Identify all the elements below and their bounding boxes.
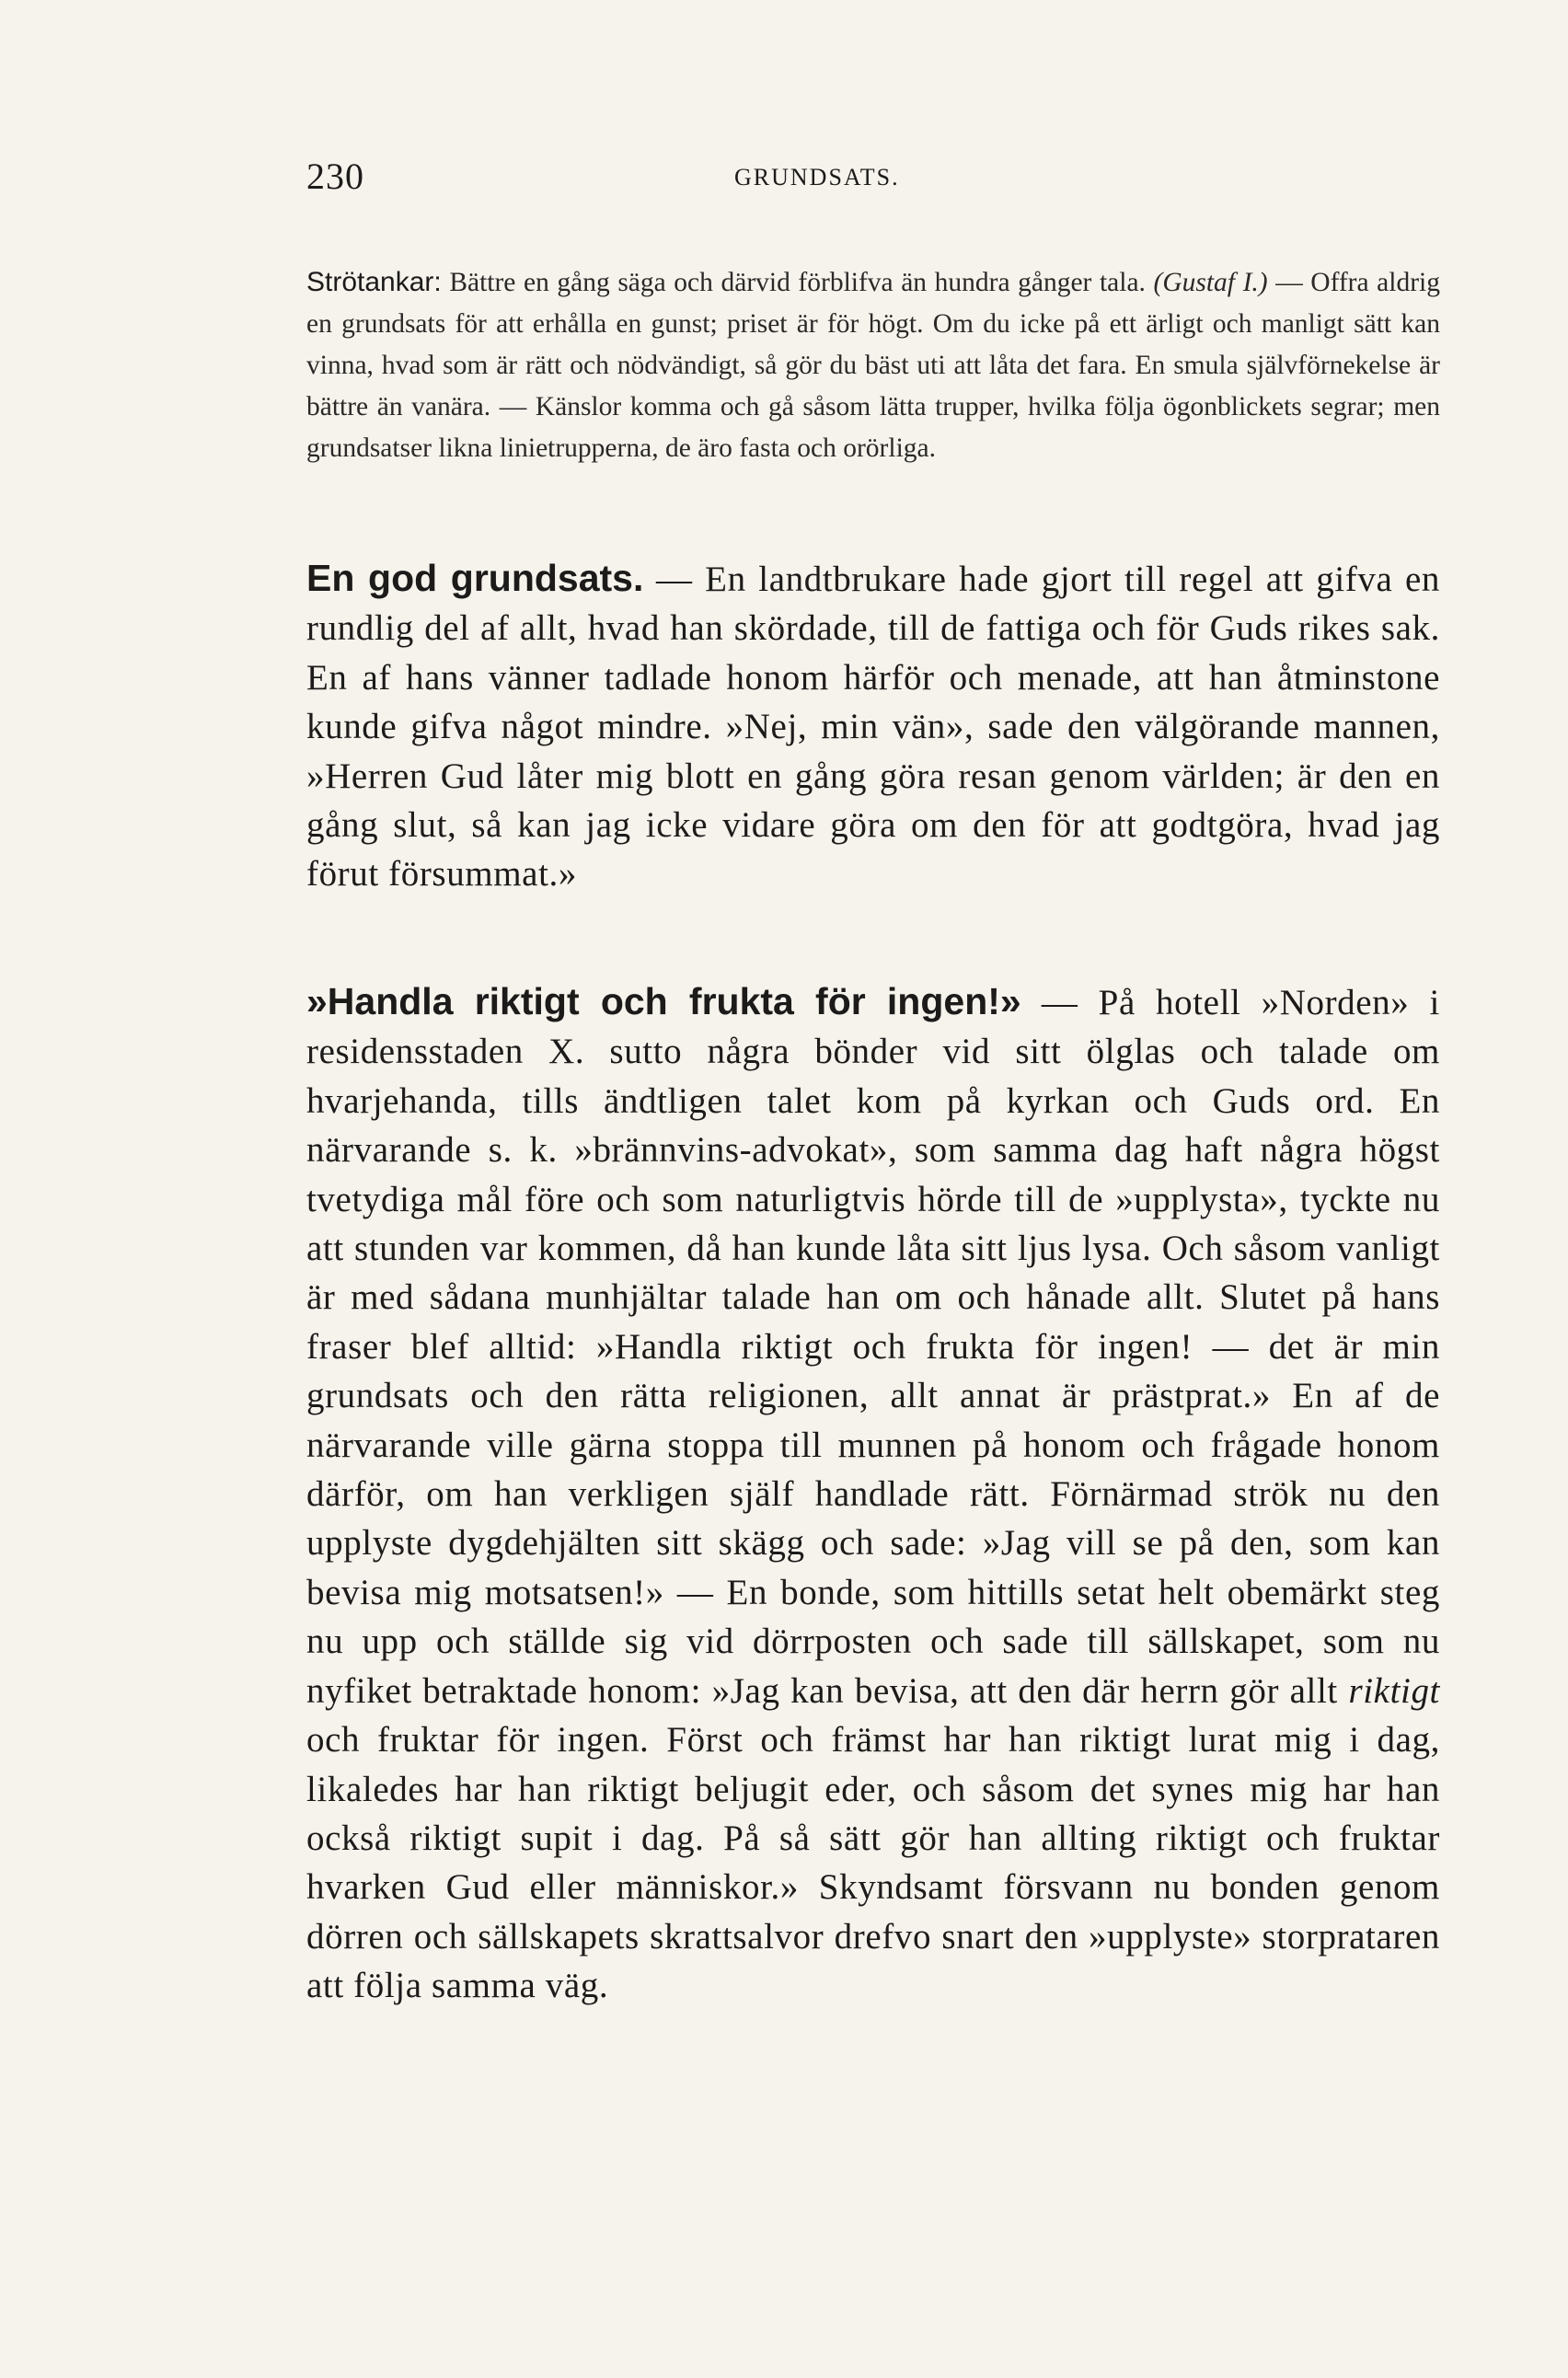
strotankar-text-2: — Offra aldrig en grundsats för att erhålla en gunst; priset är för högt. Om du icke på ett ärligt och manligt sätt kan vinna, hvad som är rätt och nödvändigt, så gör du bäst uti att låta det fara. En smula självförnekelse är bättre än vanära. — Känslor komma och gå såsom lätta trupper, hvilka följa ögonblickets segrar; men grundsatser likna linietrupperna, de äro fasta och orörliga. [306,268,1440,463]
section-2-text-1: — På hotell »Norden» i residensstaden X. sutto några bönder vid sitt ölglas och talade om hvarjehanda, tills ändtligen talet kom på kyrkan och Guds ord. En närvarande s. k. »brännvins-advokat», som samma dag haft några högst tvetydiga mål före och som naturligtvis hörde till de »upplysta», tyckte nu att stunden var kommen, då han kunde låta sitt ljus lysa. Och såsom vanligt är med sådana munhjältar talade han om och hånade allt. Slutet på hans fraser blef alltid: »Handla riktigt och frukta för ingen! — det är min grundsats och den rätta religionen, allt annat är prästprat.» En af de närvarande ville gärna stoppa till munnen på honom och frågade honom därför, om han verkligen själf handlade rätt. Förnärmad strök nu den upplyste dygdehjälten sitt skägg och sade: »Jag vill se på den, som kan bevisa mig motsatsen!» — En bonde, som hittills setat helt obemärkt steg nu upp och ställde sig vid dörrposten och sade till sällskapet, som nu nyfiket betraktade honom: »Jag kan bevisa, att den där herrn gör allt [306,983,1440,1711]
strotankar-text-1: Bättre en gång säga och därvid förblifva än hundra gånger tala. [441,268,1154,297]
strotankar-paragraph [306,261,1440,469]
section-2-text-2: och fruktar för ingen. Först och främst har han riktigt lurat mig i dag, likaledes har han riktigt beljugit eder, och såsom det synes mig har han också riktigt supit i dag. På så sätt gör han allting riktigt och fruktar hvarken Gud eller människor.» Skyndsamt försvann nu bonden genom dörren och sällskapets skrattsalvor drefvo snart den »upplyste» storprataren att följa samma väg. [306,1720,1440,2006]
section-1-text: — En landtbrukare hade gjort till regel att gifva en rundlig del af allt, hvad han skördade, till de fattiga och för Guds rikes sak. En af hans vänner tadlade honom härför och menade, att han åtminstone kunde gifva något mindre. »Nej, min vän», sade den välgörande mannen, »Herren Gud låter mig blott en gång göra resan genom världen; är den en gång slut, så kan jag icke vidare göra om den för att godtgöra, hvad jag förut försummat.» [306,560,1440,895]
section-2-emphasis: riktigt [1348,1670,1440,1711]
section-1-heading: En god grundsats. [306,557,644,599]
strotankar-attribution: (Gustaf I.) [1153,268,1268,297]
section-2-heading: »Handla riktigt och frukta för ingen!» [306,980,1021,1022]
strotankar-label: Strötankar: [306,267,442,297]
section-handla-riktigt [306,977,1440,2011]
page-number: 230 [306,156,364,197]
running-head: GRUNDSATS. [734,164,900,190]
section-en-god-grundsats [306,554,1440,899]
page-header [306,155,1438,210]
